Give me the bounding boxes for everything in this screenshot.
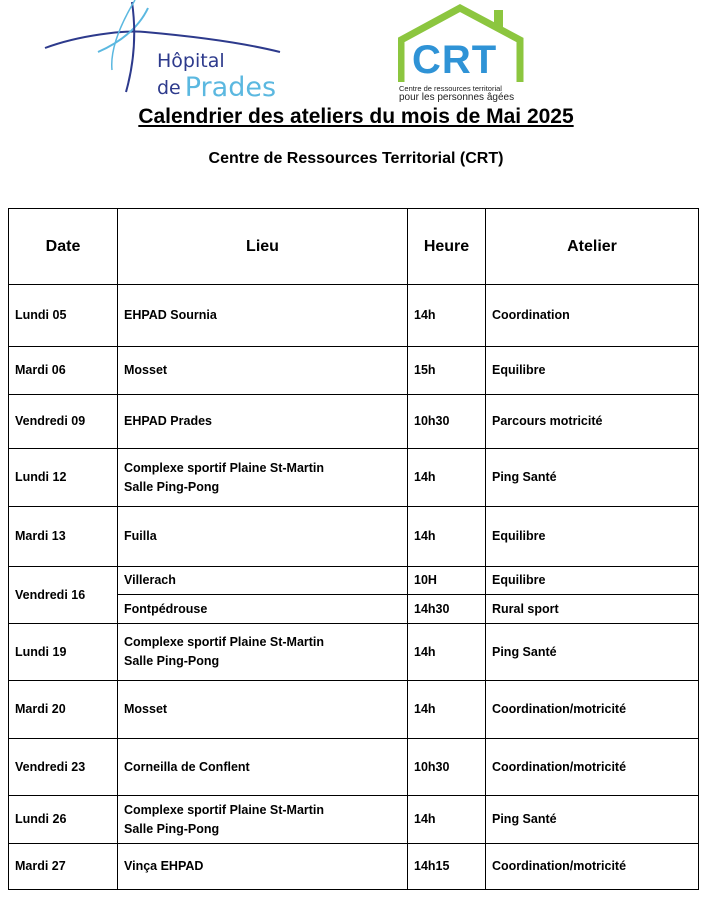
table-row [9,796,699,844]
cell-heure: 14h [408,449,486,507]
table-row [9,395,699,449]
cell-lieu-line1: Complexe sportif Plaine St-Martin [124,635,325,649]
cell-lieu [118,796,408,844]
cell-atelier: Coordination/motricité [486,844,699,890]
cell-lieu-line2: Salle Ping-Pong [124,821,220,836]
cell-lieu: EHPAD Prades [118,395,408,449]
table-row [9,347,699,395]
cell-lieu: Villerach [118,567,408,595]
cell-lieu-line2: Salle Ping-Pong [124,479,220,494]
cell-heure: 10h30 [408,739,486,796]
cell-heure: 10H [408,567,486,595]
hopital-logo-prades: Prades [184,72,277,103]
cell-heure: 14h [408,507,486,567]
cell-date: Mardi 06 [9,347,118,395]
cell-atelier: Coordination/motricité [486,681,699,739]
table-header-row [9,209,699,285]
cell-atelier: Ping Santé [486,449,699,507]
cell-atelier: Equilibre [486,567,699,595]
page-title: Calendrier des ateliers du mois de Mai 2025 [138,105,574,128]
cell-lieu-line1: Complexe sportif Plaine St-Martin [124,802,325,817]
cell-atelier: Rural sport [486,595,699,624]
header-atelier: Atelier [486,209,699,285]
cell-lieu: EHPAD Sournia [118,285,408,347]
header-lieu: Lieu [118,209,408,285]
header-heure: Heure [408,209,486,285]
cell-date: Mardi 20 [9,681,118,739]
cell-heure: 10h30 [408,395,486,449]
cell-atelier: Equilibre [486,347,699,395]
cell-lieu: Fontpédrouse [118,595,408,624]
cell-date: Lundi 05 [9,285,118,347]
crt-logo-subtitle-line2: pour les personnes âgées [399,92,515,103]
cell-date: Vendredi 09 [9,395,118,449]
hopital-logo-line1: Hôpital [157,50,225,72]
cell-heure: 14h [408,681,486,739]
hopital-logo-line2 [157,70,276,101]
hopital-logo-de: de [157,77,181,99]
table-row [9,624,699,681]
header-date: Date [9,209,118,285]
cell-lieu: Vinça EHPAD [118,844,408,890]
cell-date: Mardi 27 [9,844,118,890]
calendar-table [8,208,699,890]
cell-lieu-line2: Salle Ping-Pong [124,654,220,668]
cell-lieu-line1: Complexe sportif Plaine St-Martin [124,460,325,475]
cell-date: Lundi 19 [9,624,118,681]
cell-lieu: Fuilla [118,507,408,567]
crt-logo [398,4,526,104]
cell-lieu [118,449,408,507]
table-row [9,285,699,347]
cell-date: Mardi 13 [9,507,118,567]
cell-heure: 15h [408,347,486,395]
cell-atelier: Parcours motricité [486,395,699,449]
table-row [9,681,699,739]
cell-lieu: Mosset [118,347,408,395]
cell-atelier: Ping Santé [486,624,699,681]
crt-logo-letters: CRT [412,38,498,82]
cell-heure: 14h [408,796,486,844]
cell-date: Lundi 12 [9,449,118,507]
table-row [9,567,699,595]
cell-heure: 14h [408,624,486,681]
cell-lieu [118,624,408,681]
page-subtitle: Centre de Ressources Territorial (CRT) [208,150,504,167]
cell-atelier: Ping Santé [486,796,699,844]
table-row [9,507,699,567]
cell-atelier: Coordination [486,285,699,347]
cell-date: Lundi 26 [9,796,118,844]
cell-lieu: Mosset [118,681,408,739]
cell-heure: 14h30 [408,595,486,624]
cell-heure: 14h15 [408,844,486,890]
table-row [9,449,699,507]
cell-date: Vendredi 16 [9,567,118,624]
cell-heure: 14h [408,285,486,347]
table-row [9,844,699,890]
table-row [9,739,699,796]
cell-date: Vendredi 23 [9,739,118,796]
hopital-de-prades-logo [40,0,290,103]
cell-atelier: Coordination/motricité [486,739,699,796]
cell-atelier: Equilibre [486,507,699,567]
cell-lieu: Corneilla de Conflent [118,739,408,796]
crt-logo-subtitle-line1: Centre de ressources territorial [399,84,502,93]
